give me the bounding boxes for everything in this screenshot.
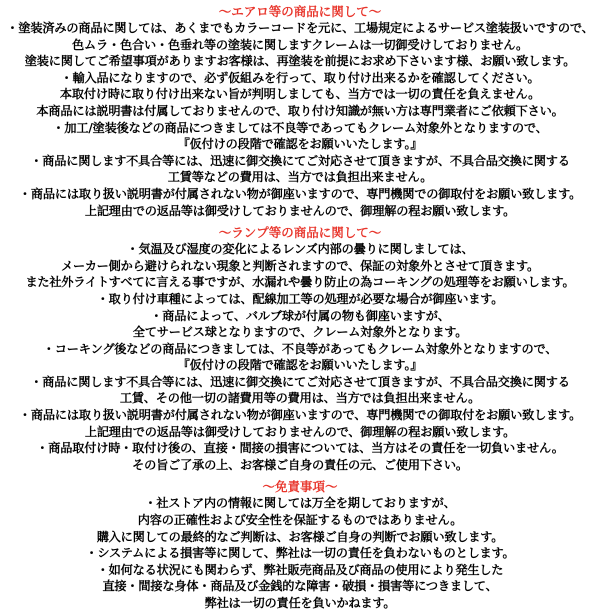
aero-line: 本取付け時に取り付け出来ない旨が判明しましても、当方では一切の責任を負えません。 [59, 87, 541, 102]
aero-line: ・加工/塗装後などの商品につきましては不良等であってもクレーム対象外となりますので、 [52, 120, 548, 135]
lamp-line: 『仮付けの段階で確認をお願いいたします。』 [177, 358, 423, 373]
lamp-line: その旨ご了承の上、お客様ご自身の責任の元、ご使用下さい。 [132, 457, 468, 472]
lamp-line: ・気温及び湿度の変化によるレンズ内部の曇りに関しましては、 [126, 242, 474, 257]
aero-line: 本商品には説明書は付属しておりませんので、取り付け知識が無い方は専門業者にご依頼下さい。 [36, 103, 564, 118]
aero-line: ・商品に関します不具合等には、迅速に御交換にてご対応させて頂きますが、不具合品交換に関する [30, 153, 570, 168]
lamp-line: ・商品によって、バルブ球が付属の物も御座いますが、 [150, 308, 450, 323]
section-heading-lamp: ～ランプ等の商品に関して～ [218, 225, 382, 241]
lamp-line: 工賃、その他一切の諸費用等の費用は、当方では負担出来ません。 [119, 391, 481, 406]
aero-line: 工賃等などの費用は、当方では負担出来ません。 [167, 170, 433, 185]
disclaimer-line: ・社ストア内の情報に関しては万全を期しておりますが、 [144, 496, 456, 511]
aero-line: ・輸入品になりますので、必ず仮組みを行って、取り付け出来るかを確認してください。 [60, 70, 540, 85]
section-heading-aero: ～エアロ等の商品に関して～ [218, 4, 382, 19]
disclaimer-line: 直接・間接な身体・商品及び金銭的な障害・破損・損害等につきまして、 [102, 579, 498, 594]
lamp-line: 上記理由での返品等は御受けしておりませんので、御理解の程お願い致します。 [84, 424, 516, 439]
aero-line: ・商品には取り扱い説明書が付属されない物が御座いますので、専門機関での御取付をお願い致します。 [18, 186, 582, 201]
disclaimer-line: 弊社は一切の責任を負いかねます。 [204, 596, 396, 610]
disclaimer-line: 購入に関しての最終的なご判断は、お客様ご自身の判断でお願い致します。 [96, 529, 504, 544]
section-aero [6, 4, 594, 219]
lamp-line: ・コーキング後などの商品につきましては、不良等があってもクレーム対象外となりますので、 [42, 341, 558, 356]
lamp-line: メーカー側から避けられない現象と判断されますので、保証の対象外とさせて頂きます。 [60, 258, 540, 273]
lamp-line: ・取り付け車種によっては、配線加工等の処理が必要な場合が御座います。 [96, 291, 504, 306]
lamp-line: ・商品には取り扱い説明書が付属されない物が御座いますので、専門機関での御取付をお願い致します。 [18, 408, 582, 423]
lamp-line: ・商品取付け時・取付け後の、直接・間接の損害については、当方はその責任を一切負いません。 [36, 441, 564, 456]
section-disclaimer [6, 479, 594, 611]
lamp-line: 全てサービス球となりますので、クレーム対象外となります。 [132, 325, 468, 340]
lamp-line: ・商品に関します不具合等には、迅速に御交換にてご対応させて頂きますが、不具合品交換に関する [30, 374, 570, 389]
disclaimer-line: ・如何なる状況にも関わらず、弊社販売商品及び商品の使用により発生した [96, 562, 504, 577]
aero-line: 『仮付けの段階で確認をお願いいたします。』 [177, 137, 423, 152]
section-lamp [6, 225, 594, 473]
aero-line: 塗装に関してご希望事項がありますお客様は、再塗装を前提にお求め下さいます様、お願い致します。 [24, 54, 576, 69]
lamp-line: また社外ライトすべてに言える事ですが、水漏れや曇り防止の為コーキングの処理等をお願いします。 [25, 275, 575, 290]
disclaimer-line: 内容の正確性および安全性を保証するものではありません。 [137, 513, 463, 528]
aero-line: 色ムラ・色合い・色垂れ等の塗装に関しますクレームは一切御受けしておりません。 [72, 37, 528, 52]
aero-line: ・塗装済みの商品に関しては、あくまでもカラーコードを元に、工場規定によるサービス塗装扱いですので、 [6, 21, 594, 35]
disclaimer-line: ・システムによる損害等に関して、弊社は一切の責任を負わないものとします。 [85, 546, 515, 561]
section-heading-disclaimer: ～免責事項～ [262, 479, 338, 495]
aero-line: 上記理由での返品等は御受けしておりませんので、御理解の程お願い致します。 [84, 203, 516, 218]
